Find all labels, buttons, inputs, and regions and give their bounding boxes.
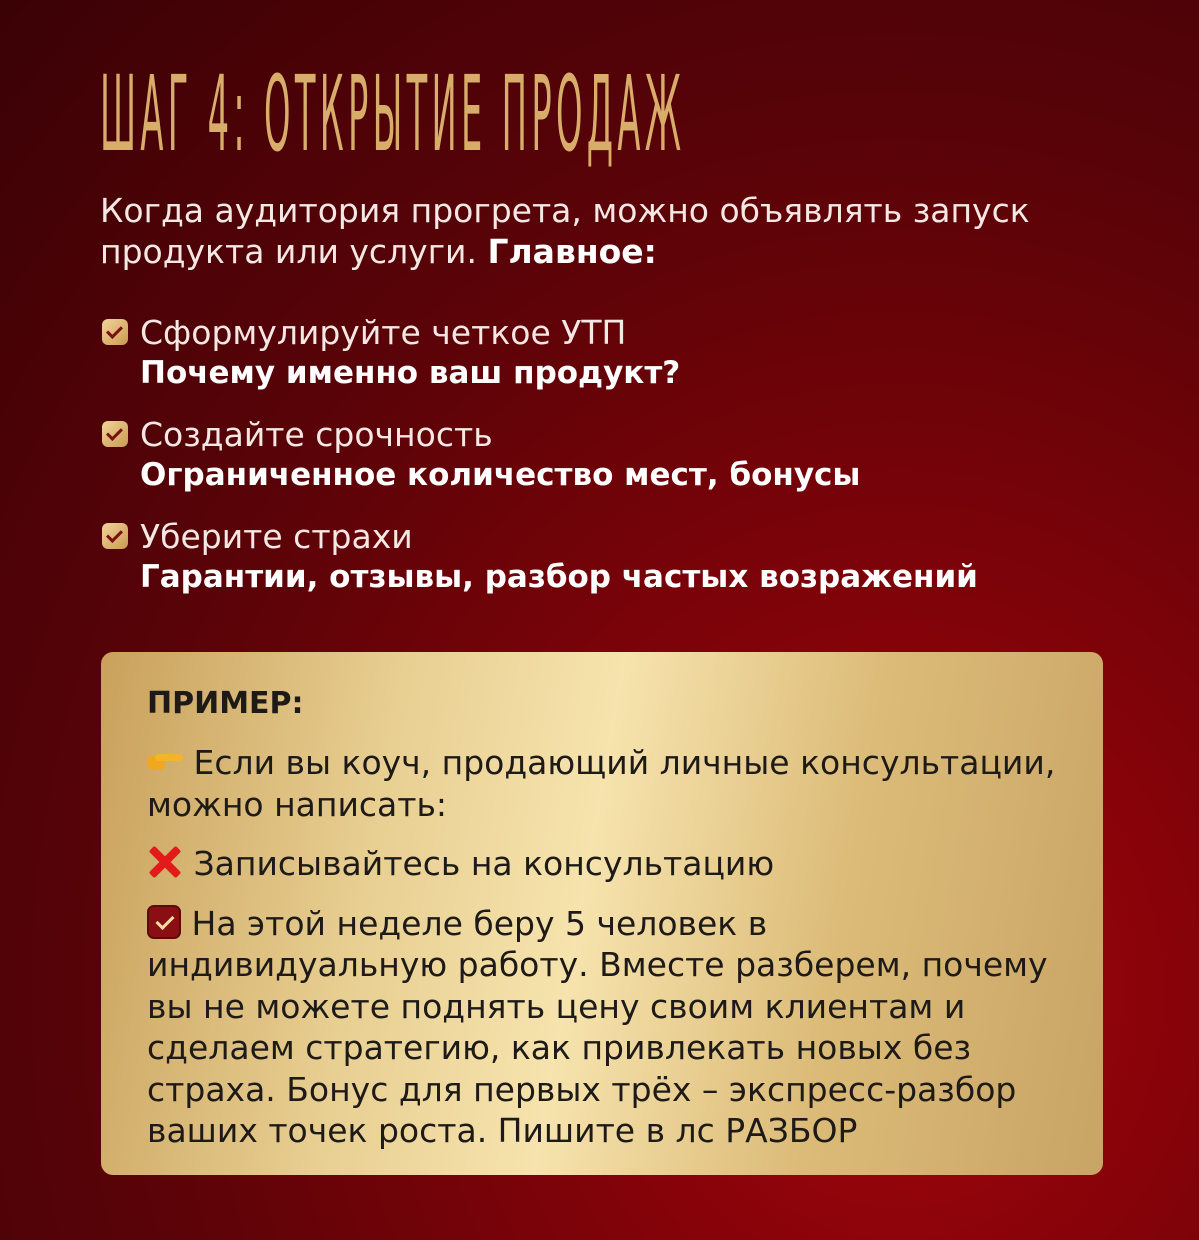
page-title: ШАГ 4: ОТКРЫТИЕ ПРОДАЖ — [100, 53, 686, 175]
intro-text: Когда аудитория прогрета, можно объявлять запуск продукта или услуги. — [100, 191, 1030, 271]
check-icon — [147, 905, 181, 939]
example-bad — [147, 843, 1057, 885]
check-icon — [102, 319, 128, 345]
check-icon — [102, 523, 128, 549]
example-intro-text: Если вы коуч, продающий личные консультации, можно написать: — [147, 743, 1056, 824]
cross-icon — [147, 844, 183, 880]
checklist-item-title: Уберите страхи — [140, 517, 413, 556]
example-card — [101, 652, 1103, 1175]
checklist-item-subtitle: Почему именно ваш продукт? — [140, 355, 681, 391]
checklist-item-title: Создайте срочность — [140, 415, 493, 454]
check-icon — [102, 421, 128, 447]
example-good — [147, 903, 1057, 1152]
example-bad-text: Записывайтесь на консультацию — [193, 844, 775, 883]
intro-emphasis: Главное: — [487, 232, 657, 271]
pointing-hand-icon — [147, 746, 183, 776]
checklist-item — [100, 517, 1100, 619]
checklist-item — [100, 313, 1100, 415]
checklist-item — [100, 415, 1100, 517]
checklist-item-subtitle: Гарантии, отзывы, разбор частых возражений — [140, 559, 978, 595]
checklist-item-subtitle: Ограниченное количество мест, бонусы — [140, 457, 861, 493]
checklist-item-title: Сформулируйте четкое УТП — [140, 313, 627, 352]
intro-paragraph — [100, 190, 1100, 272]
checklist — [100, 313, 1100, 619]
example-heading: ПРИМЕР: — [147, 686, 304, 721]
example-good-text: На этой неделе беру 5 человек в индивидуальную работу. Вместе разберем, почему вы не можете поднять цену своим клиентам и сделаем стратегию, как привлекать новых без страха. Бонус для первых трёх – экспресс-разбор ваших точек роста. Пишите в лс РАЗБОР — [147, 903, 1048, 1150]
example-intro — [147, 742, 1057, 825]
